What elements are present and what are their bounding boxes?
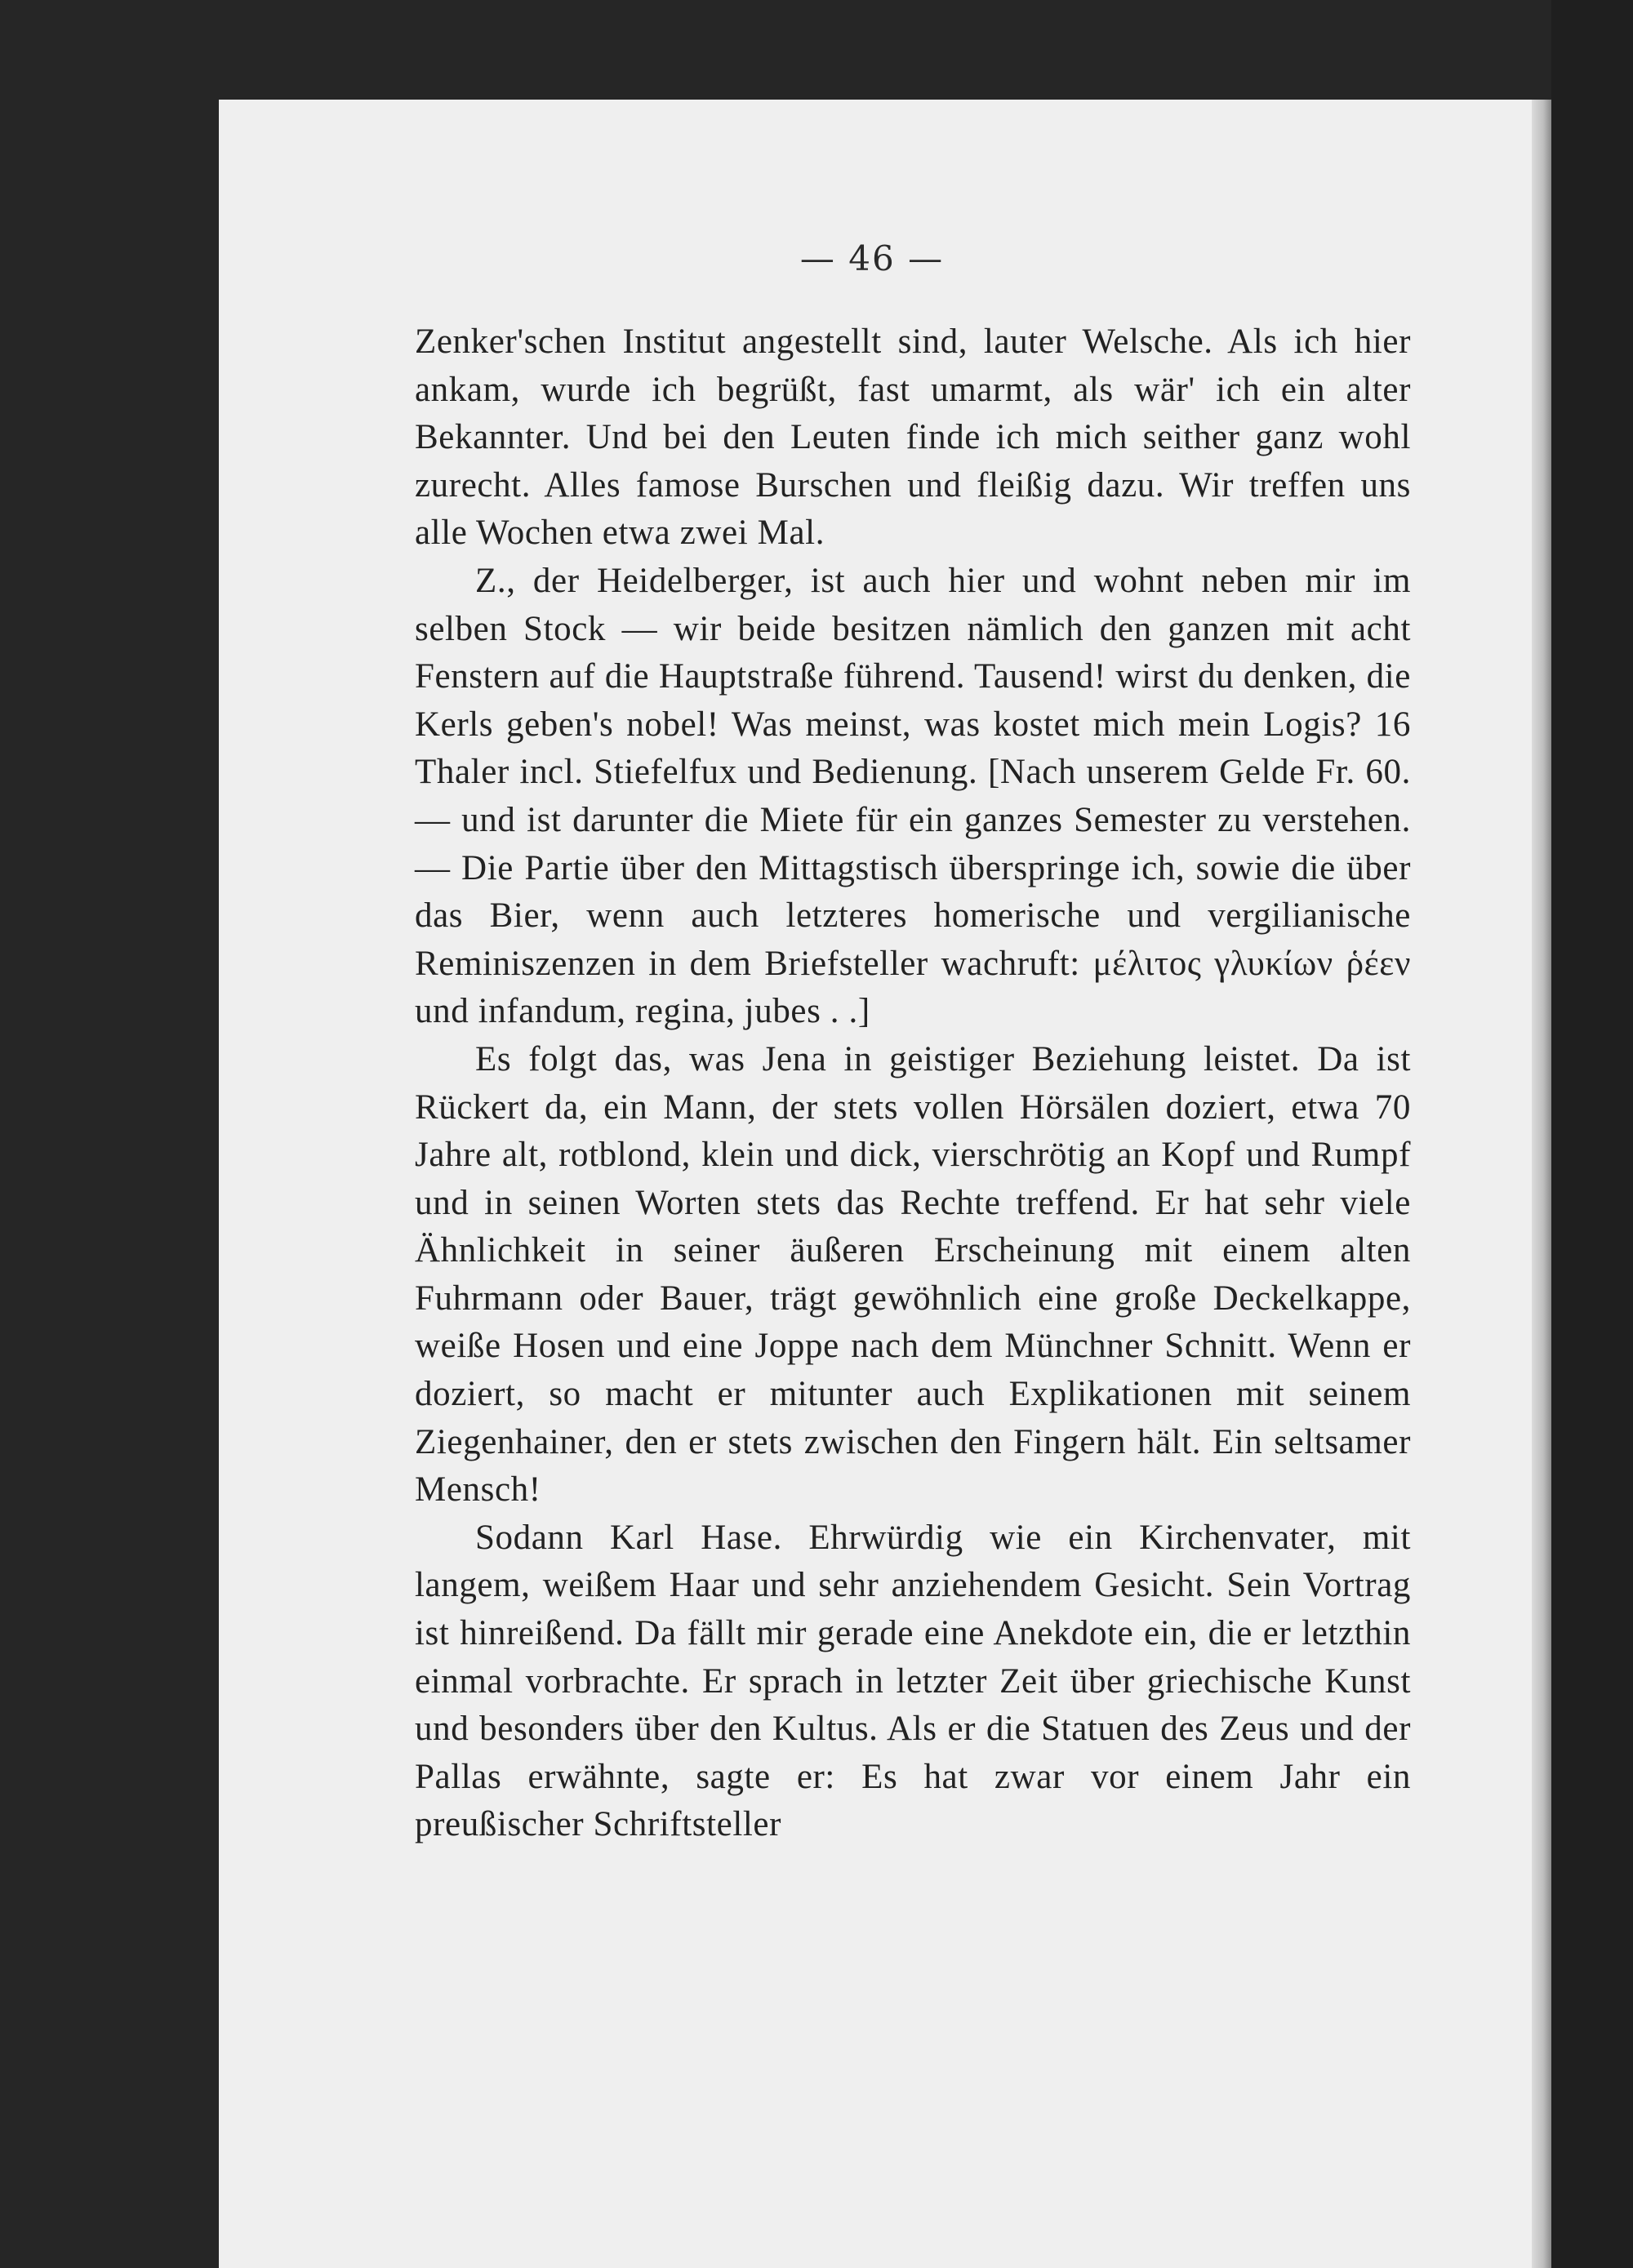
paragraph-3: Es folgt das, was Jena in geistiger Beziehung leistet. Da ist Rückert da, ein Mann, der stets vollen Hörsälen doziert, etwa 70 Jahre alt, rotblond, klein und dick, vierschrötig an Kopf und Rumpf und in seinen Worten stets das Rechte treffend. Er hat sehr viele Ähnlichkeit in seiner äußeren Erscheinung mit einem alten Fuhrmann oder Bauer, trägt gewöhnlich eine große Deckelkappe, weiße Hosen und eine Joppe nach dem Münchner Schnitt. Wenn er doziert, so macht er mitunter auch Explikationen mit seinem Ziegenhainer, den er stets zwischen den Fingern hält. Ein seltsamer Mensch! bbox=[415, 1039, 1411, 1510]
body-text bbox=[415, 318, 1411, 1849]
page-edge-shadow bbox=[1532, 100, 1551, 2268]
paragraph-1: Zenker'schen Institut angestellt sind, lauter Welsche. Als ich hier ankam, wurde ich begrüßt, fast umarmt, als wär' ich ein alter Bekannter. Und bei den Leuten finde ich mich seither ganz wohl zurecht. Alles famose Burschen und fleißig dazu. Wir treffen uns alle Wochen etwa zwei Mal. bbox=[415, 322, 1411, 553]
book-page bbox=[219, 100, 1550, 2268]
paragraph-4: Sodann Karl Hase. Ehrwürdig wie ein Kirchenvater, mit langem, weißem Haar und sehr anziehendem Gesicht. Sein Vortrag ist hinreißend. Da fällt mir gerade eine Anekdote ein, die er letzthin einmal vorbrachte. Er sprach in letzter Zeit über griechische Kunst und besonders über den Kultus. Als er die Statuen des Zeus und der Pallas erwähnte, sagte er: Es hat zwar vor einem Jahr ein preußischer Schriftsteller bbox=[415, 1518, 1411, 1844]
paragraph-2: Z., der Heidelberger, ist auch hier und wohnt neben mir im selben Stock — wir beide besitzen nämlich den ganzen mit acht Fenstern auf die Hauptstraße führend. Tausend! wirst du denken, die Kerls geben's nobel! Was meinst, was kostet mich mein Logis? 16 Thaler incl. Stiefelfux und Bedienung. [Nach unserem Gelde Fr. 60. — und ist darunter die Miete für ein ganzes Semester zu verstehen. — Die Partie über den Mittagstisch überspringe ich, sowie die über das Bier, wenn auch letzteres homerische und vergilianische Reminiszenzen in dem Briefsteller wachruft: μέλιτος γλυκίων ῥέεν und infandum, regina, jubes . .] bbox=[415, 561, 1411, 1031]
page-number: — 46 — bbox=[799, 238, 945, 278]
scan-right-margin bbox=[1551, 0, 1633, 2268]
